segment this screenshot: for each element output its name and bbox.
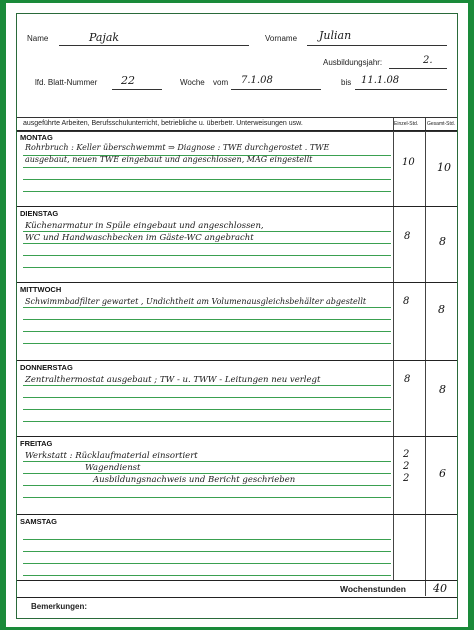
vom-value[interactable]: 7.1.08 [241, 75, 273, 86]
woche-label: Woche [180, 78, 205, 87]
bis-line [355, 89, 447, 90]
entry-line[interactable]: Ausbildungsnachweis und Bericht geschrieben [93, 475, 296, 485]
day-block-freitag [17, 436, 457, 515]
writing-rule [23, 319, 391, 320]
gesamt-hours[interactable]: 8 [438, 303, 445, 316]
writing-rule [23, 231, 391, 232]
day-name: DIENSTAG [20, 209, 59, 218]
vom-line [231, 89, 321, 90]
day-name: DONNERSTAG [20, 363, 73, 372]
writing-rule [23, 575, 391, 576]
wochenstunden-row [17, 580, 457, 598]
day-name: SAMSTAG [20, 517, 57, 526]
blatt-line [112, 89, 162, 90]
entry-line[interactable]: Schwimmbadfilter gewartet , Undichtheit am Volumenausgleichsbehälter abgestellt [25, 297, 367, 306]
writing-rule [23, 563, 391, 564]
bis-value[interactable]: 11.1.08 [361, 75, 400, 86]
name-line [59, 45, 249, 46]
report-sheet [16, 13, 458, 619]
writing-rule [23, 497, 391, 498]
wochenstunden-value[interactable]: 40 [433, 582, 447, 595]
wochenstunden-label: Wochenstunden [340, 584, 406, 594]
day-name: MONTAG [20, 133, 53, 142]
ausbildungsjahr-label: Ausbildungsjahr: [323, 58, 383, 67]
einzel-hours[interactable]: 8 [404, 374, 411, 385]
day-block-montag [17, 130, 457, 207]
entry-line[interactable]: Wagendienst [85, 463, 141, 473]
day-block-dienstag [17, 206, 457, 283]
writing-rule [23, 243, 391, 244]
einzel-header: Einzel-Std. [394, 121, 419, 127]
vorname-line [307, 45, 447, 46]
gesamt-hours[interactable]: 8 [439, 383, 446, 396]
name-value[interactable]: Pajak [89, 31, 120, 44]
writing-rule [23, 191, 391, 192]
name-label: Name [27, 34, 49, 43]
gesamt-hours[interactable]: 8 [439, 235, 446, 248]
writing-rule [23, 267, 391, 268]
vorname-value[interactable]: Julian [319, 29, 352, 42]
gesamt-hours[interactable]: 10 [437, 161, 451, 174]
writing-rule [23, 331, 391, 332]
writing-rule [23, 167, 391, 168]
einzel-hours[interactable]: 2 [403, 461, 410, 472]
entry-line[interactable]: Küchenarmatur in Spüle eingebaut und angeschlossen, [25, 221, 264, 231]
writing-rule [23, 343, 391, 344]
day-name: MITTWOCH [20, 285, 62, 294]
blatt-value[interactable]: 22 [121, 74, 135, 87]
writing-rule [23, 179, 391, 180]
writing-rule [23, 473, 391, 474]
einzel-hours[interactable]: 2 [403, 473, 410, 484]
bis-label: bis [341, 78, 352, 87]
gesamt-hours[interactable]: 6 [439, 467, 446, 480]
writing-rule [23, 539, 391, 540]
gesamt-header: Gesamt-Std. [427, 121, 456, 127]
einzel-hours[interactable]: 2 [403, 449, 410, 460]
blatt-label: lfd. Blatt-Nummer [35, 78, 98, 87]
entry-line[interactable]: Zentralthermostat ausgebaut ; TW - u. TWW - Leitungen neu verlegt [25, 375, 321, 385]
writing-rule [23, 385, 391, 386]
bemerkungen-label: Bemerkungen: [31, 602, 88, 611]
day-block-donnerstag [17, 360, 457, 437]
day-name: FREITAG [20, 439, 53, 448]
day-block-samstag [17, 514, 457, 581]
einzel-hours[interactable]: 8 [404, 231, 411, 242]
ausbildungsjahr-value[interactable]: 2. [423, 55, 433, 66]
writing-rule [23, 409, 391, 410]
entry-line[interactable]: Rohrbruch : Keller überschwemmt ⇒ Diagnose : TWE durchgerostet . TWE [25, 143, 330, 152]
einzel-hours[interactable]: 10 [402, 157, 415, 168]
day-block-mittwoch [17, 282, 457, 361]
writing-rule [23, 485, 391, 486]
ausbildungsjahr-line [389, 68, 447, 69]
entry-line[interactable]: Werkstatt : Rücklaufmaterial einsortiert [25, 451, 198, 461]
vorname-label: Vorname [265, 34, 298, 43]
entry-line[interactable]: WC und Handwaschbecken im Gäste-WC angebracht [25, 233, 254, 243]
writing-rule [23, 255, 391, 256]
description-header: ausgeführte Arbeiten, Berufsschulunterricht, betriebliche u. überbetr. Unterweisungen usw. [23, 120, 303, 127]
writing-rule [23, 421, 391, 422]
writing-rule [23, 461, 391, 462]
einzel-hours[interactable]: 8 [403, 296, 410, 307]
writing-rule [23, 551, 391, 552]
writing-rule [23, 307, 391, 308]
writing-rule [23, 397, 391, 398]
entry-line[interactable]: ausgebaut, neuen TWE eingebaut und angeschlossen, MAG eingestellt [25, 155, 313, 164]
vom-label: vom [213, 78, 229, 87]
